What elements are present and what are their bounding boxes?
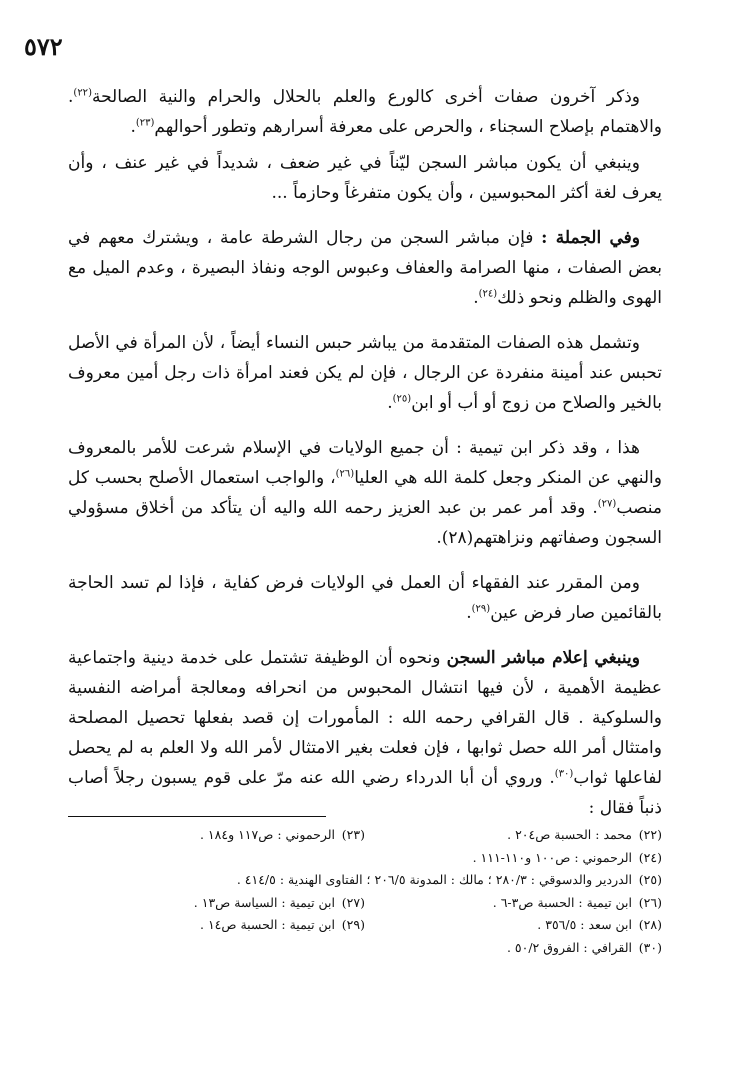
footnote-row [68,869,662,892]
footnote-number: (٢٨) [638,917,662,932]
paragraph-text: . وروي أن أبا الدرداء رضي الله عنه مرّ على قوم يسبون رجلاً أصاب ذنباً فقال : [68,768,662,818]
paragraph-end: . [387,393,393,413]
paragraph [68,568,662,628]
paragraph-text: هذا ، وقد ذكر ابن تيمية : أن جميع الولايات في الإسلام شرعت للأمر بالمعروف والنهي عن المنكر وجعل كلمة الله هي العليا [68,438,662,488]
footnote-number: (٣٠) [638,939,662,955]
paragraph-end: . وقد أمر عمر بن عبد العزيز رحمه الله واليه أن يتأكد من أخلاق مسؤولي السجون وصفاتهم ونزاهتهم(٢٨). [68,498,662,548]
paragraph-text: ومن المقرر عند الفقهاء أن العمل في الولايات فرض كفاية ، فإذا لم تسد الحاجة بالقائمين صار فرض عين [68,573,662,623]
footnote-number: (٢٣) [341,827,365,842]
paragraph [68,433,662,553]
footnote-ref[interactable]: (٢٤) [478,288,498,300]
footnote-number: (٢٢) [638,827,662,842]
page-number: ٥٧٢ [24,32,63,61]
paragraph-end: . [466,603,472,623]
footnote-row [68,847,662,870]
footnote-number: (٢٦) [638,894,662,910]
footnote-ref[interactable]: (٢٣) [135,117,155,129]
footnote-number: (٢٥) [638,872,662,887]
footnote [365,914,662,937]
footnote-text: ابن تيمية : السياسة ص١٣ . [193,894,335,910]
paragraph [68,223,662,313]
footnote [68,847,365,870]
paragraph-text: . والاهتمام بإصلاح السجناء ، والحرص على معرفة أسرارهم وتطور أحوالهم [68,87,662,137]
footnote-row [68,892,662,915]
footnote [68,892,365,915]
footnotes [68,824,662,959]
paragraph [68,82,662,142]
paragraph-text: ونحوه أن الوظيفة تشتمل على خدمة دينية واجتماعية عظيمة الأهمية ، لأن فيها انتشال المحبوس من انحرافه ومعالجة أمراضه النفسية والسلوكية . قال القرافي رحمه الله : المأمورات إن قصد بفعلها تحصيل المصلحة وامتثال أمر الله حصل ثوابها ، فإن فعلت بغير الامتثال لأمر الله ولا العلم به لم يحصل لفاعلها ثواب [68,648,662,788]
footnote [365,937,662,960]
footnote-text: الرحموني : ص١٠٠ و١١٠-١١١ . [472,849,632,865]
footnote-ref[interactable]: (٢٥) [392,393,412,405]
footnote-text: ابن تيمية : الحسبة ص٣-٦ . [492,894,632,910]
footnote-number: (٢٩) [341,917,365,932]
footnote-number: (٢٤) [638,849,662,865]
footnote-ref[interactable]: (٣٠) [554,768,574,780]
footnote-text: ابن سعد : ٣٥٦/٥ . [537,917,632,932]
paragraph-end: . [473,288,479,308]
footnote-text: ابن تيمية : الحسبة ص١٤ . [199,917,335,932]
paragraph-text: فإن مباشر السجن من رجال الشرطة عامة ، ويشترك معهم في بعض الصفات ، منها الصرامة والعفاف وعبوس الوجه ونفاذ البصيرة ، وعدم الميل مع الهوى والظلم ونحو ذلك [68,228,662,308]
footnote [68,914,365,937]
footnote-number: (٢٧) [341,894,365,910]
paragraph-end: . [130,117,136,137]
footnote-divider [68,816,326,817]
footnote-ref[interactable]: (٢٢) [73,87,92,99]
footnote-text: القرافي : الفروق ٥٠/٢ . [506,939,632,955]
paragraph-lead: وفي الجملة : [541,228,640,248]
footnote [365,892,662,915]
footnote [68,937,365,960]
paragraph-text: وذكر آخرون صفات أخرى كالورع والعلم بالحلال والحرام والنية الصالحة [91,87,640,107]
footnote [68,869,662,892]
footnote-row [68,937,662,960]
paragraph-lead: وينبغي إعلام مباشر السجن [446,648,640,668]
footnote-ref[interactable]: (٢٦) [335,468,355,480]
paragraph [68,643,662,823]
paragraph [68,328,662,418]
footnote [365,847,662,870]
footnote-row [68,914,662,937]
paragraph-text: ، والواجب استعمال الأصلح بحسب كل منصب [68,468,662,518]
footnote-ref[interactable]: (٢٧) [597,498,617,510]
paragraph [68,148,662,208]
footnote-text: الرحموني : ص١١٧ و١٨٤ . [199,827,335,842]
footnote-ref[interactable]: (٢٩) [471,603,491,615]
footnote-row [68,824,662,847]
body-text [68,82,662,838]
paragraph-text: وتشمل هذه الصفات المتقدمة من يباشر حبس النساء أيضاً ، لأن المرأة في الأصل تحبس عند أمينة منفردة عن الرجال ، فإن لم يكن فعند امرأة ذات رجل أمين معروف بالخير والصلاح من زوج أو أب أو ابن [68,333,662,413]
footnote-text: محمد : الحسبة ص٢٠٤ . [507,827,632,842]
footnote [68,824,365,847]
footnote-text: الدردير والدسوقي : ٢٨٠/٣ ؛ مالك : المدونة ٢٠٦/٥ ؛ الفتاوى الهندية : ٤١٤/٥ . [236,872,632,887]
paragraph-text: وينبغي أن يكون مباشر السجن ليّناً في غير ضعف ، شديداً في غير عنف ، وأن يعرف لغة أكثر المحبوسين ، وأن يكون متفرغاً وحازماً ... [68,153,662,203]
footnote [365,824,662,847]
